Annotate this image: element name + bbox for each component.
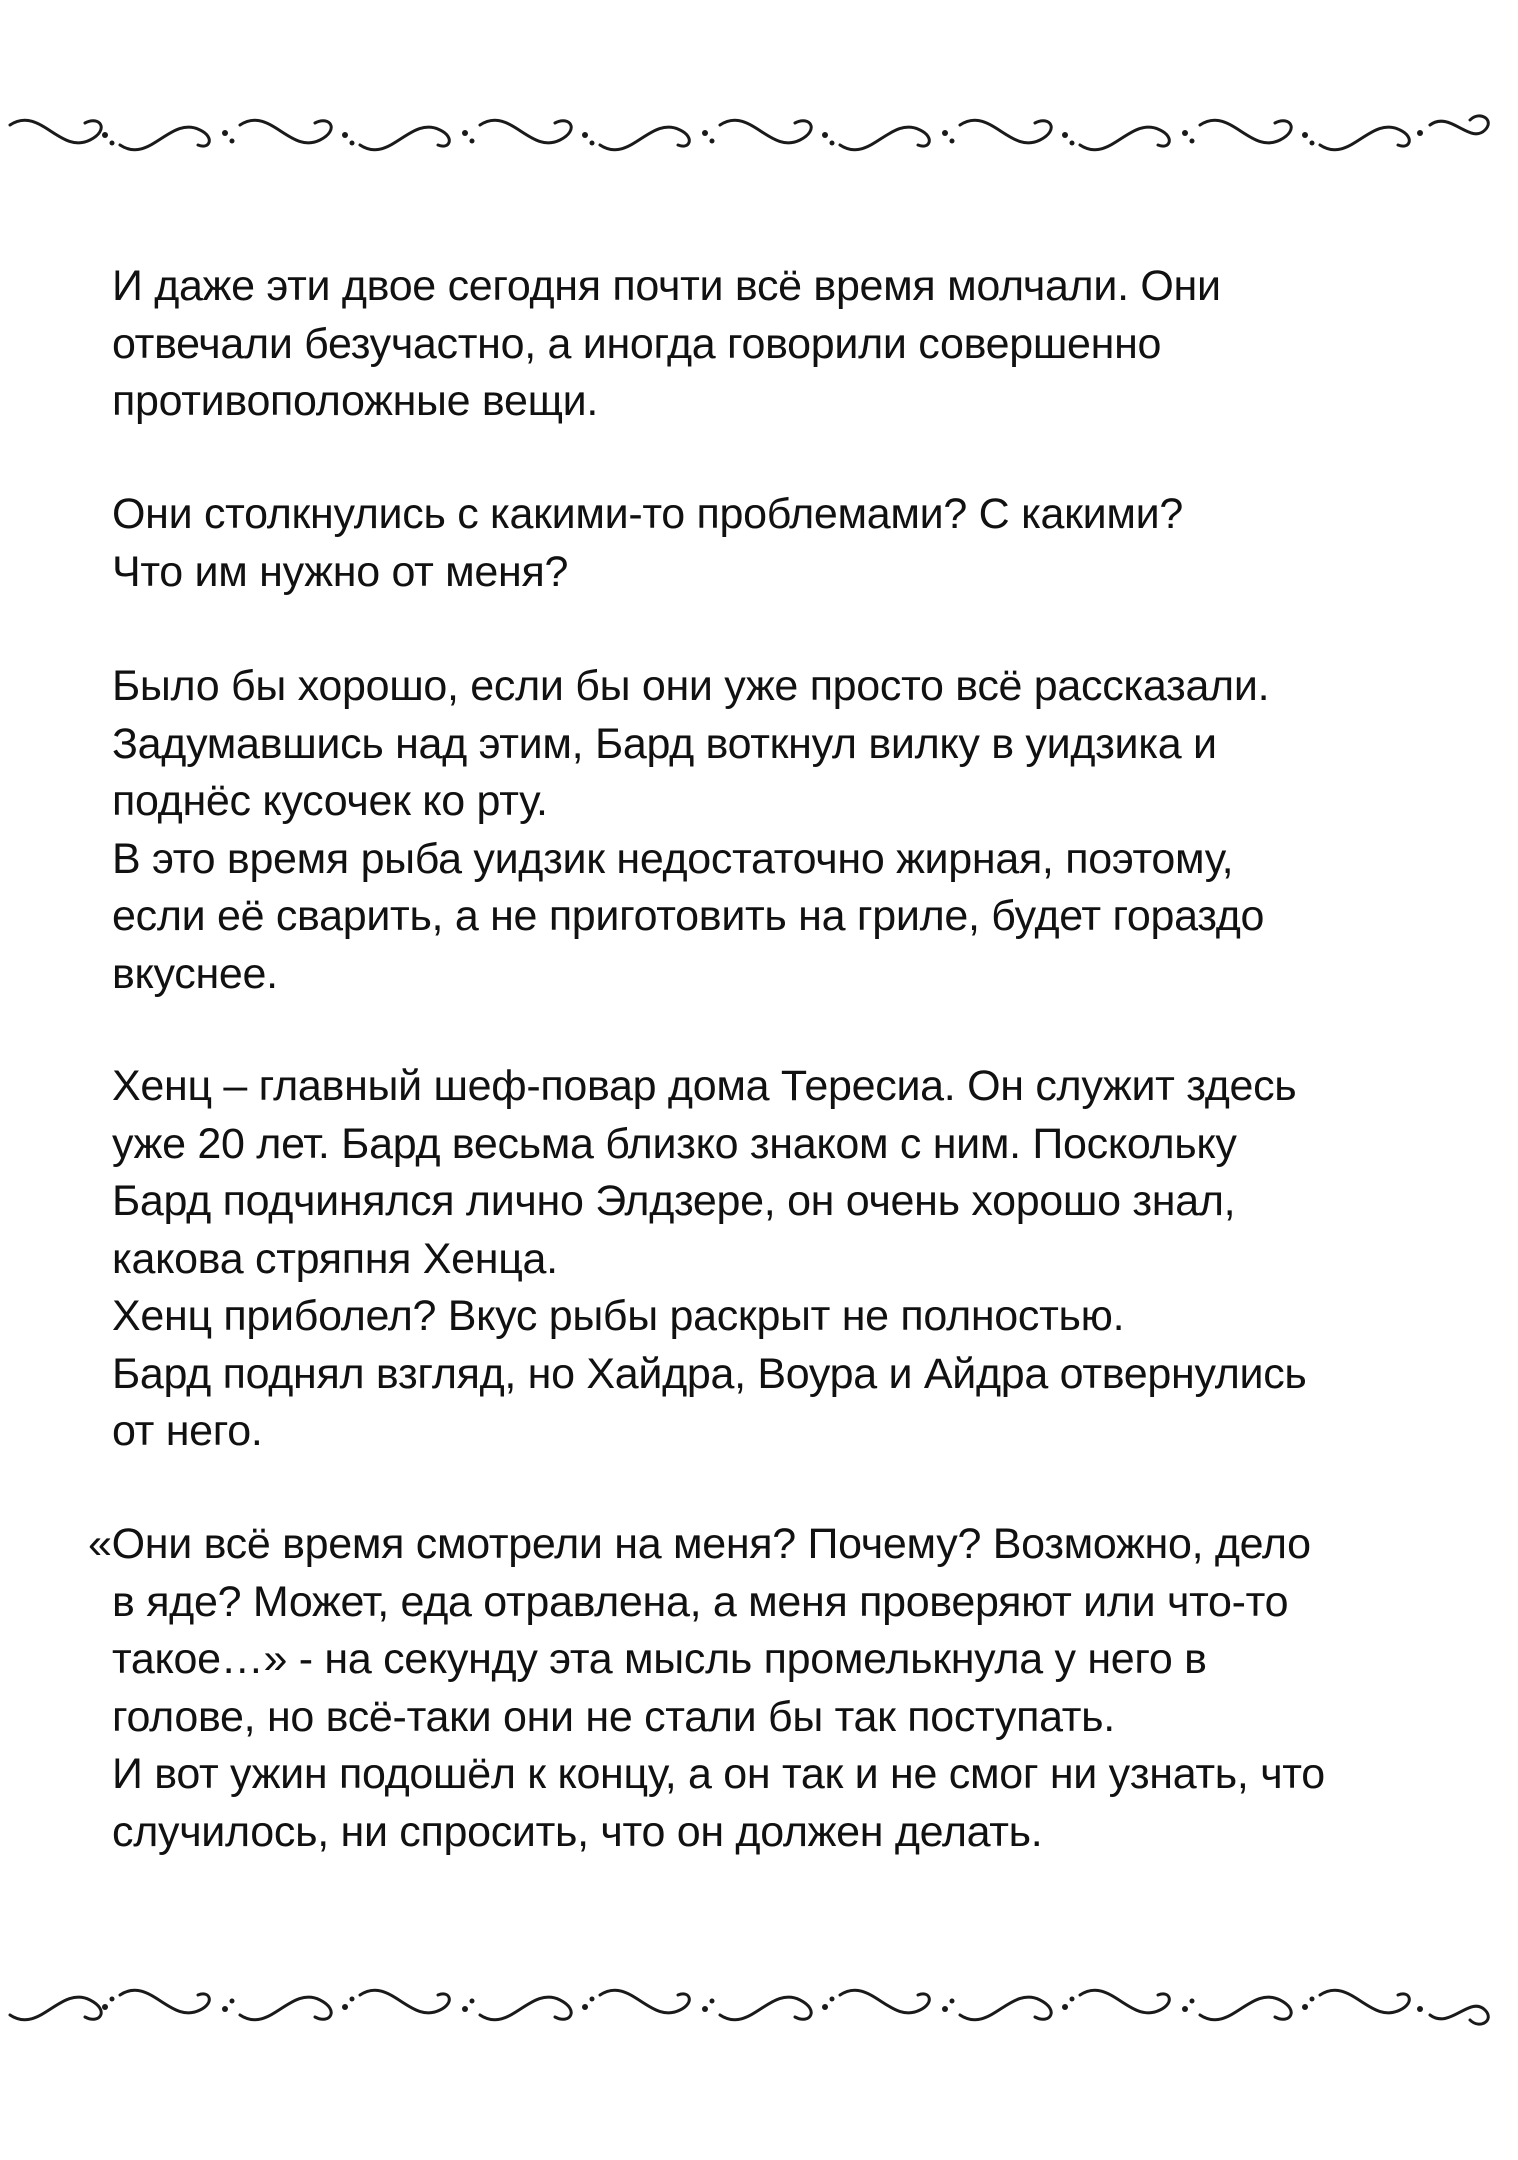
text-line: уже 20 лет. Бард весьма близко знаком с ним. Поскольку — [112, 1119, 1237, 1168]
text-line: в яде? Может, еда отравлена, а меня проверяют или что-то — [112, 1577, 1289, 1626]
paragraph-5 — [88, 1516, 1402, 1861]
paragraph-1 — [112, 258, 1402, 431]
text-line: голове, но всё-таки они не стали бы так поступать. — [112, 1692, 1115, 1741]
text-line: Они столкнулись с какими-то проблемами? С какими? — [112, 490, 1183, 538]
text-line: В это время рыба уидзик недостаточно жирная, поэтому, — [112, 834, 1234, 883]
text-line: какова стряпня Хенца. — [112, 1234, 558, 1283]
text-line: Бард поднял взгляд, но Хайдра, Воура и Айдра отвернулись — [112, 1349, 1307, 1398]
paragraph-3 — [112, 658, 1402, 1003]
text-line: Бард подчинялся лично Элдзере, он очень хорошо знал, — [112, 1177, 1236, 1225]
scroll-ornament-icon — [0, 95, 1518, 185]
paragraph-4 — [112, 1058, 1402, 1461]
text-line: такое…» - на секунду эта мысль промелькнула у него в — [112, 1635, 1207, 1683]
text-line: Было бы хорошо, если бы они уже просто всё рассказали. — [112, 662, 1270, 710]
text-line: от него. — [112, 1407, 263, 1455]
text-line: Хенц – главный шеф-повар дома Тересиа. Он служит здесь — [112, 1062, 1297, 1110]
text-line: противоположные вещи. — [112, 377, 599, 425]
scroll-ornament-icon — [0, 1965, 1518, 2055]
bottom-ornament-border — [0, 1965, 1518, 2055]
text-line: вкуснее. — [112, 949, 278, 998]
top-ornament-border — [0, 95, 1518, 185]
text-line: И вот ужин подошёл к концу, а он так и не смог ни узнать, что — [112, 1750, 1325, 1798]
text-line: Что им нужно от меня? — [112, 547, 569, 596]
text-line: Хенц приболел? Вкус рыбы раскрыт не полностью. — [112, 1292, 1125, 1340]
text-line: отвечали безучастно, а иногда говорили совершенно — [112, 319, 1162, 368]
text-line: поднёс кусочек ко рту. — [112, 777, 548, 825]
text-line: Задумавшись над этим, Бард воткнул вилку в уидзика и — [112, 719, 1217, 768]
paragraph-2 — [112, 486, 1402, 601]
text-line: случилось, ни спросить, что он должен делать. — [112, 1807, 1043, 1856]
text-line: если её сварить, а не приготовить на гриле, будет гораздо — [112, 892, 1265, 940]
text-line: «Они всё время смотрели на меня? Почему? Возможно, дело — [88, 1520, 1311, 1568]
text-line: И даже эти двое сегодня почти всё время молчали. Они — [112, 262, 1221, 310]
